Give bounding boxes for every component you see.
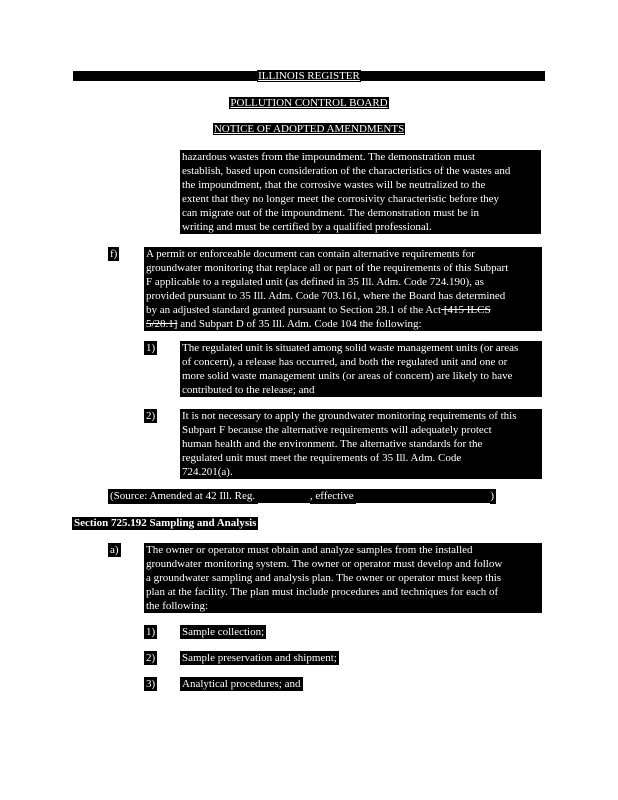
sub-1-label: 1) <box>146 342 156 354</box>
register-title-text: ILLINOIS REGISTER <box>258 70 360 82</box>
list-item: Sample preservation and shipment; <box>182 652 337 664</box>
register-page-blank <box>258 489 310 504</box>
continued-line: establish, based upon consideration of the characteristics of the wastes and <box>182 165 511 177</box>
struck-citation-2: 5/28.1] <box>146 318 178 330</box>
item-f-line: provided pursuant to 35 Ill. Adm. Code 703.161, where the Board has determined <box>146 290 506 302</box>
sub-1-paragraph <box>180 341 542 397</box>
notice-title <box>0 123 618 135</box>
item-f-line: F applicable to a regulated unit (as defined in 35 Ill. Adm. Code 724.190), as <box>146 276 484 288</box>
continued-line: can migrate out of the impoundment. The demonstration must be in <box>182 207 480 219</box>
item-f-line-6-text: and Subpart D of 35 Ill. Adm. Code 104 the following: <box>177 318 422 330</box>
sub-1-line: more solid waste management units (or areas of concern) are likely to have <box>182 370 513 382</box>
source-suffix: ) <box>490 490 495 502</box>
struck-citation-1: [415 ILCS <box>441 304 491 316</box>
sub-1-line: of concern), a release has occurred, and both the regulated unit and one or <box>182 356 508 368</box>
item-f-line-5 <box>146 303 540 317</box>
list-item-label: 3) <box>146 678 156 690</box>
effective-date-blank <box>356 489 490 504</box>
list-item: Analytical procedures; and <box>182 678 301 690</box>
sub-2-line: human health and the environment. The alternative standards for the <box>182 438 483 450</box>
list-item: Sample collection; <box>182 626 265 638</box>
sub-1-line: The regulated unit is situated among solid waste management units (or areas <box>182 342 519 354</box>
sub-1-line: contributed to the release; and <box>182 384 315 396</box>
source-prefix: (Source: Amended at 42 Ill. Reg. <box>110 490 258 502</box>
item-f-line: groundwater monitoring that replace all or part of the requirements of this Subpart <box>146 262 509 274</box>
board-title-text: POLLUTION CONTROL BOARD <box>230 97 388 109</box>
item-a-line: The owner or operator must obtain and analyze samples from the installed <box>146 544 473 556</box>
item-a-line: the following: <box>146 600 209 612</box>
board-title <box>0 97 618 109</box>
section-heading: Section 725.192 Sampling and Analysis <box>74 517 257 529</box>
continued-line: hazardous wastes from the impoundment. The demonstration must <box>182 151 476 163</box>
item-a-paragraph <box>144 543 542 613</box>
continued-line: writing and must be certified by a qualified professional. <box>182 221 432 233</box>
sub-2-line: 724.201(a). <box>182 466 233 478</box>
sub-2-line: It is not necessary to apply the groundwater monitoring requirements of this <box>182 410 517 422</box>
sub-2-line: Subpart F because the alternative requirements will adequately protect <box>182 424 492 436</box>
sub-2-label: 2) <box>146 410 156 422</box>
continued-paragraph <box>180 150 541 234</box>
item-f-paragraph <box>144 247 542 331</box>
notice-title-text: NOTICE OF ADOPTED AMENDMENTS <box>213 123 405 135</box>
continued-line: the impoundment, that the corrosive wastes will be neutralized to the <box>182 179 486 191</box>
source-middle: , effective <box>309 490 357 502</box>
list-item-label: 2) <box>146 652 156 664</box>
list-item-label: 1) <box>146 626 156 638</box>
item-f-line-6 <box>146 317 540 331</box>
sub-2-paragraph <box>180 409 542 479</box>
continued-line: extent that they no longer meet the corrosivity characteristic before they <box>182 193 500 205</box>
register-title <box>0 70 618 82</box>
item-f-line-5-text: by an adjusted standard granted pursuant to Section 28.1 of the Act <box>146 304 442 316</box>
item-f-line: A permit or enforceable document can contain alternative requirements for <box>146 248 475 260</box>
item-a-line: a groundwater sampling and analysis plan. The owner or operator must keep this <box>146 572 502 584</box>
item-a-line: plan at the facility. The plan must include procedures and techniques for each of <box>146 586 499 598</box>
sub-2-line: regulated unit must meet the requirements of 35 Ill. Adm. Code <box>182 452 462 464</box>
item-f-label: f) <box>110 248 118 260</box>
item-a-line: groundwater monitoring system. The owner or operator must develop and follow <box>146 558 503 570</box>
item-a-label: a) <box>110 544 119 556</box>
source-note <box>108 489 496 504</box>
